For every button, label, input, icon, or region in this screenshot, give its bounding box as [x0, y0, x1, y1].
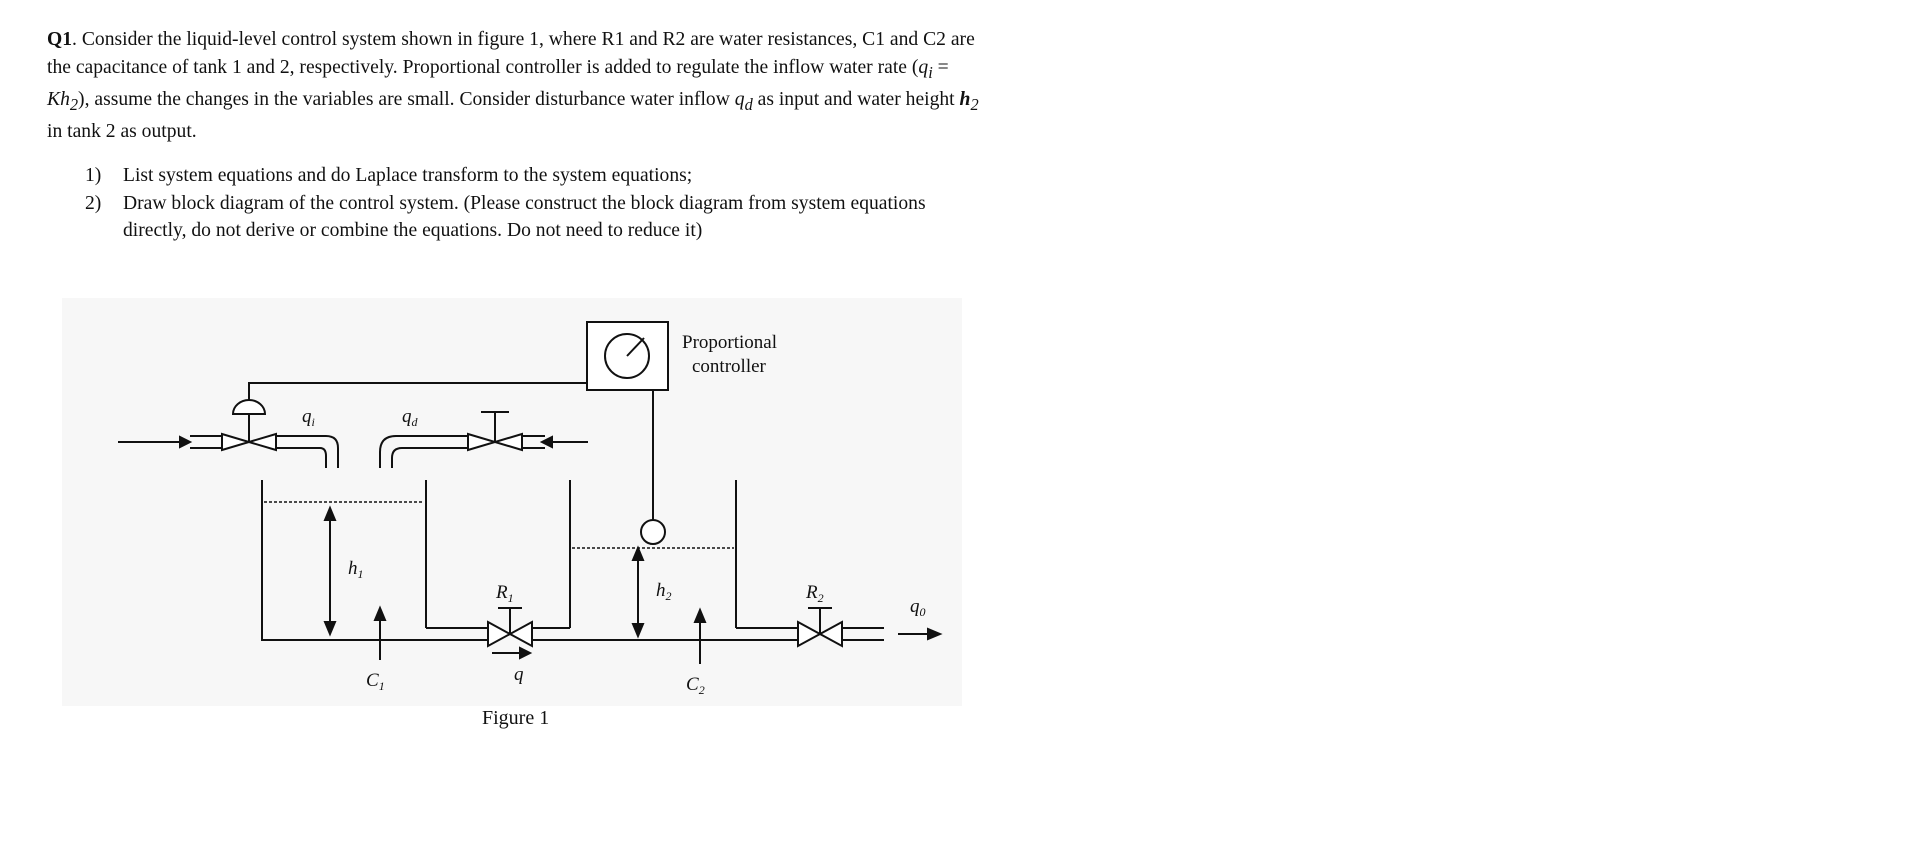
formula-qi: $q_i$	[918, 56, 933, 82]
label-r1: $R_1$	[496, 582, 514, 605]
task-number-1: 1)	[85, 165, 102, 186]
label-qo: $q_0$	[910, 596, 926, 619]
question-text-post: in tank 2 as output.	[47, 121, 197, 143]
controller-label-1: Proportional	[682, 332, 777, 353]
label-c1: $C_1$	[366, 670, 385, 693]
label-q: q	[514, 664, 524, 685]
task-number-2: 2)	[85, 192, 102, 214]
label-h1: $h_1$	[348, 558, 364, 581]
label-qi: $q_i$	[302, 406, 315, 429]
controller-label-2: controller	[692, 356, 766, 377]
question-text-pre: . Consider the liquid-level control system shown in figure 1, where R1 and R2 are water resistances, C1 and C2 are the capacitance of tank 1 and 2, respectively. Proportional controller is added to regulate the inflow water rate (	[47, 29, 975, 78]
figure-background	[62, 298, 962, 706]
symbol-h2: $h_2$	[959, 88, 979, 114]
symbol-qd: $q_d$	[734, 88, 753, 114]
figure-caption: Figure 1	[482, 707, 550, 729]
label-qd: $q_d$	[402, 406, 418, 429]
task-text-2: Draw block diagram of the control system. (Please construct the block diagram from system equations directly, do not derive or combine the equations. Do not need to reduce it)	[123, 192, 926, 241]
formula-eq: =	[932, 56, 949, 78]
label-r2: $R_2$	[806, 582, 824, 605]
label-c2: $C_2$	[686, 674, 705, 697]
float-icon	[641, 520, 665, 544]
task-text-1: List system equations and do Laplace transform to the system equations;	[123, 165, 693, 186]
question-text-mid2: as input and water height	[752, 88, 960, 110]
formula-kh2: $Kh_2$	[47, 88, 79, 114]
question-label: Q1	[47, 29, 73, 50]
question-text-mid: ), assume the changes in the variables are small. Consider disturbance water inflow	[78, 88, 735, 110]
label-h2: $h_2$	[656, 580, 672, 603]
